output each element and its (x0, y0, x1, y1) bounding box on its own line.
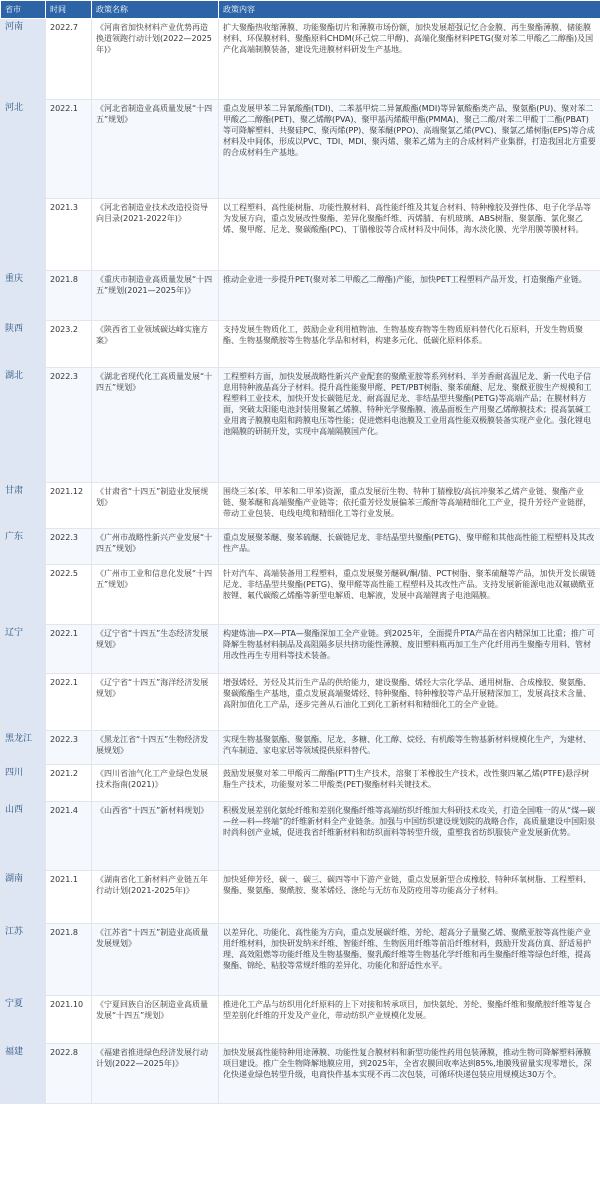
time-cell: 2022.3 (46, 529, 92, 565)
province-cell: 甘肃 (1, 483, 46, 529)
province-cell: 湖北 (1, 368, 46, 483)
policy-content-cell: 重点发展聚苯醚、聚苯硫醚、长碳链尼龙、非结晶型共聚酯(PETG)、聚甲醛和其他高性能工程塑料及其改性产品。 (219, 529, 600, 565)
time-cell: 2021.2 (46, 765, 92, 802)
policy-name-cell: 《辽宁省“十四五”生态经济发展规划》 (92, 625, 219, 674)
time-cell: 2022.7 (46, 19, 92, 100)
policy-name-cell: 《湖南省化工新材料产业链五年行动计划(2021-2025年)》 (92, 871, 219, 924)
policy-name-cell: 《重庆市制造业高质量发展“十四五”规划(2021—2025年)》 (92, 271, 219, 321)
time-cell: 2023.2 (46, 321, 92, 368)
policy-content-cell: 实现生物基聚氨酯、聚氨酯、尼龙、多糖、化工醇、烷烃、有机酸等生物基新材料规模化生产，为建材、汽车制造、家电家居等领域提供原料替代。 (219, 731, 600, 765)
table-row (1, 996, 600, 1044)
time-cell: 2022.1 (46, 625, 92, 674)
policy-name-cell: 《广州市战略性新兴产业发展“十四五”规划》 (92, 529, 219, 565)
table-row (1, 1044, 600, 1104)
policy-content-cell: 以差异化、功能化、高性能为方向，重点发展碳纤维、芳纶、超高分子量聚乙烯、聚酰亚胺等高性能产业用纤维材料，加快研发纳米纤维、智能纤维、生物医用纤维等前沿纤维材料，鼓励开发高仿真、舒适易护理、高效阻燃等功能纤维及生物基聚酯、聚乳酸纤维等生物基化学纤维和再生聚酯纤维等绿色纤维，提高聚酯、锦纶、粘胶等常规纤维的差异化、功能化和舒适性水平。 (219, 924, 600, 996)
policy-name-cell: 《湖北省现代化工高质量发展“十四五”规划》 (92, 368, 219, 483)
table-row (1, 802, 600, 871)
table-row (1, 871, 600, 924)
province-cell: 陕西 (1, 321, 46, 368)
policy-name-cell: 《广州市工业和信息化发展“十四五”规划》 (92, 565, 219, 625)
header-time: 时间 (46, 1, 92, 19)
policy-content-cell: 围绕三苯(苯、甲苯和二甲苯)资源，重点发展衍生物、特种丁腈橡胶/高抗冲聚苯乙烯产业链、聚酯产业链、聚苯醚和高端聚酯产业链等；依托重芳烃发展偏苯三酸酐等高端精细化工产业，提升芳烃产业链群，带动工业包装、电线电缆和精细化工等行业发展。 (219, 483, 600, 529)
table-row (1, 100, 600, 199)
province-cell: 宁夏 (1, 996, 46, 1044)
policy-name-cell: 《福建省推进绿色经济发展行动计划(2022—2025年)》 (92, 1044, 219, 1104)
table-row (1, 765, 600, 802)
policy-content-cell: 以工程塑料、高性能树脂、功能性膜材料、高性能纤维及其复合材料、特种橡胶及弹性体、电子化学品等为发展方向，重点发展改性聚酯、差异化聚酯纤维、丙烯腈、有机玻璃、ABS树脂、聚氨酯、氯化聚乙烯、聚甲醛、尼龙、聚碳酸酯(PC)、丁腈橡胶等合成材料及中间体，海水淡化膜、光学用膜等膜材料。 (219, 199, 600, 271)
policy-name-cell: 《陕西省工业领域碳达峰实施方案》 (92, 321, 219, 368)
policy-content-cell: 推动企业进一步提升PET(聚对苯二甲酸乙二醇酯)产能，加快PET工程塑料产品开发，打造聚酯产业链。 (219, 271, 600, 321)
policy-content-cell: 针对汽车、高端装备用工程塑料，重点发展聚芳醚砜/酮/腈、PCT树脂、聚苯硫醚等产品，加快开发长碳链尼龙、非结晶型共聚酯(PETG)、聚甲醛等高性能工程塑料及其改性产品。支持发展新能源电池双氟磺酰亚胺锂、氟代碳酸乙烯酯等新型电解质、电解液，发展中高端锂离子电池隔膜。 (219, 565, 600, 625)
table-row (1, 731, 600, 765)
policy-content-cell: 加快发展高性能特种用途薄膜、功能性复合膜材料和新型功能性药用包装薄膜，推动生物可降解塑料薄膜项目建设。推广全生物降解地膜应用，到2025年，全省农膜回收率达到85%,地膜残留量实现零增长，深化快递业绿色转型升级，电商快件基本实现不再二次包装，可循环快递包装应用规模达30万个。 (219, 1044, 600, 1104)
policy-name-cell: 《江苏省“十四五”制造业高质量发展规划》 (92, 924, 219, 996)
time-cell: 2021.12 (46, 483, 92, 529)
table-row (1, 674, 600, 731)
policy-name-cell: 《宁夏回族自治区制造业高质量发展“十四五”规划》 (92, 996, 219, 1044)
policy-content-cell: 加快延伸芳烃、碳一、碳三、碳四等中下游产业链，重点发展新型合成橡胶、特种环氧树脂、工程塑料、聚酯、聚氨酯、聚酰胺、聚苯烯烃、涤纶与无纺布及防疫用等功能高分子材料。 (219, 871, 600, 924)
time-cell: 2022.5 (46, 565, 92, 625)
policy-content-cell: 鼓励发展聚对苯二甲酸丙二醇酯(PTT)生产技术，溶聚丁苯橡胶生产技术，改性聚四氟乙烯(PTFE)悬浮树脂生产技术，功能聚对苯二甲酸类(PET)聚酯材料关键技术。 (219, 765, 600, 802)
policy-content-cell: 工程塑料方面，加快发展战略性新兴产业配套的聚酰亚胺等系列材料、半芳香耐高温尼龙、新一代电子信息用特种液晶高分子材料。提升高性能聚甲醛、PET/PBT树脂、聚苯硫醚、尼龙、聚酰亚胺生产规模和工程塑料工业技术，加快开发长碳链尼龙、耐高温尼龙、非结晶型共聚酯(PETG)等高端产品；在膜材料方面，突破太阳能电池封装用聚氟乙烯膜、特种光学聚酯膜、液晶面板生产用聚乙烯醇膜技术；提高氯碱工业用离子膜膜电阻和跨膜电压等性能；促进燃料电池膜及工业用高性能双极膜装备实现产业化。强化锂电池隔膜的研制开发，实现中高端隔膜国产化。 (219, 368, 600, 483)
time-cell: 2022.3 (46, 368, 92, 483)
province-cell: 重庆 (1, 271, 46, 321)
table-row (1, 565, 600, 625)
policy-content-cell: 支持发展生物质化工，鼓励企业利用植物油、生物基废弃物等生物质原料替代化石原料，开发生物质聚酯、生物基聚酰胺等生物基化学品和材料，构建多元化、低碳化原料体系。 (219, 321, 600, 368)
table-row (1, 368, 600, 483)
table-row (1, 529, 600, 565)
table-row (1, 625, 600, 674)
time-cell: 2021.8 (46, 924, 92, 996)
time-cell: 2022.1 (46, 674, 92, 731)
policy-name-cell: 《河南省加快材料产业优势再造换道领跑行动计划(2022—2025年)》 (92, 19, 219, 100)
policy-name-cell: 《甘肃省“十四五”制造业发展规划》 (92, 483, 219, 529)
province-cell: 湖南 (1, 871, 46, 924)
time-cell: 2022.8 (46, 1044, 92, 1104)
policy-name-cell: 《河北省制造业高质量发展“十四五”规划》 (92, 100, 219, 199)
province-cell: 黑龙江 (1, 731, 46, 765)
policy-content-cell: 推进化工产品与纺织用化纤原料的上下对接和转承项目，加快氨纶、芳纶、聚酯纤维和聚酰胺纤维等复合型差别化纤维的开发及产业化，带动纺织产业规模化发展。 (219, 996, 600, 1044)
policy-content-cell: 积极发展差别化氨纶纤维和差别化聚酯纤维等高端纺织纤维加大科研技术攻关，打造全国唯一的从“煤—碳—丝—料—终端”的纤维新材料全产业链条。加强与中国纺织建设规划院的战略合作，高质量建设中国阳泉时尚科创产业城，促进我省纤维新材料和纺织面料等转型升级，重塑我省纺织服装产业发展新优势。 (219, 802, 600, 871)
policy-name-cell: 《四川省油气化工产业绿色发展技术指南(2021)》 (92, 765, 219, 802)
table-row (1, 321, 600, 368)
province-cell: 四川 (1, 765, 46, 802)
policy-name-cell: 《河北省制造业技术改造投资导向目录(2021-2022年)》 (92, 199, 219, 271)
table-row (1, 199, 600, 271)
policy-content-cell: 增强烯烃、芳烃及其衍生产品的供给能力，建设聚酯、烯烃大宗化学品、通用树脂、合成橡胶、聚氨酯、聚碳酸酯生产基地，重点发展高端聚烯烃、特种聚酯、特种橡胶等产品开展精深加工，发展高技术含量、高附加值化工产品，逐步完善从石油化工到化工新材料和精细化工的全产业链。 (219, 674, 600, 731)
province-cell: 广东 (1, 529, 46, 625)
policy-content-cell: 扩大聚酯热收缩薄膜、功能聚酯切片和薄膜市场份额，加快发展超强记忆合金膜、再生聚酯薄膜、储能膜材料、环保膜材料、聚酯原料CHDM(环己烷二甲醇)、高端化聚酯材料PETG(聚对苯二甲酸乙二醇酯)及国产化高端制膜装备，建设先进膜材料研发生产基地。 (219, 19, 600, 100)
province-cell: 河北 (1, 100, 46, 271)
policy-name-cell: 《辽宁省“十四五”海洋经济发展规划》 (92, 674, 219, 731)
province-cell: 江苏 (1, 924, 46, 996)
table-row (1, 19, 600, 100)
time-cell: 2021.4 (46, 802, 92, 871)
province-cell: 河南 (1, 19, 46, 100)
time-cell: 2022.1 (46, 100, 92, 199)
policy-name-cell: 《黑龙江省“十四五”生物经济发展规划》 (92, 731, 219, 765)
table-row (1, 271, 600, 321)
header-policy-content: 政策内容 (219, 1, 600, 19)
time-cell: 2021.1 (46, 871, 92, 924)
table-body (1, 19, 600, 1104)
province-cell: 辽宁 (1, 625, 46, 731)
table-row (1, 924, 600, 996)
time-cell: 2021.8 (46, 271, 92, 321)
policy-content-cell: 重点发展甲苯二异氰酸酯(TDI)、二苯基甲烷二异氰酸酯(MDI)等异氰酸酯类产品、聚氨酯(PU)、聚对苯二甲酸乙二醇酯(PET)、聚乙烯醇(PVA)、聚甲基丙烯酸甲酯(PMMA)、聚己二酸/对苯二甲酸丁二酯(PBAT)等可降解塑料、共聚硅PC、聚丙烯(PP)、聚苯醚(PPO)、高端聚氯乙烯(PVC)、聚氯乙烯树脂(EPS)等合成材料及中间体，形成以PVC、TDI、MDI、聚丙烯、聚苯乙烯为主的合成材料产业集群，打造我国北方重要的合成材料生产基地。 (219, 100, 600, 199)
header-province: 省市 (1, 1, 46, 19)
policy-name-cell: 《山西省“十四五”新材料规划》 (92, 802, 219, 871)
province-cell: 山西 (1, 802, 46, 871)
table-row (1, 483, 600, 529)
header-policy-name: 政策名称 (92, 1, 219, 19)
time-cell: 2021.3 (46, 199, 92, 271)
time-cell: 2022.3 (46, 731, 92, 765)
province-cell: 福建 (1, 1044, 46, 1104)
time-cell: 2021.10 (46, 996, 92, 1044)
policy-content-cell: 构建炼油—PX—PTA—聚酯深加工全产业链。到2025年，全面提升PTA产品在省内精深加工比重；推广可降解生物基材料制品及高阻隔多层共挤功能性薄膜、废旧塑料瓶再加工生产化纤用再生聚酯专用料、管材用改性再生专用料等技术装备。 (219, 625, 600, 674)
header-row (1, 1, 600, 19)
